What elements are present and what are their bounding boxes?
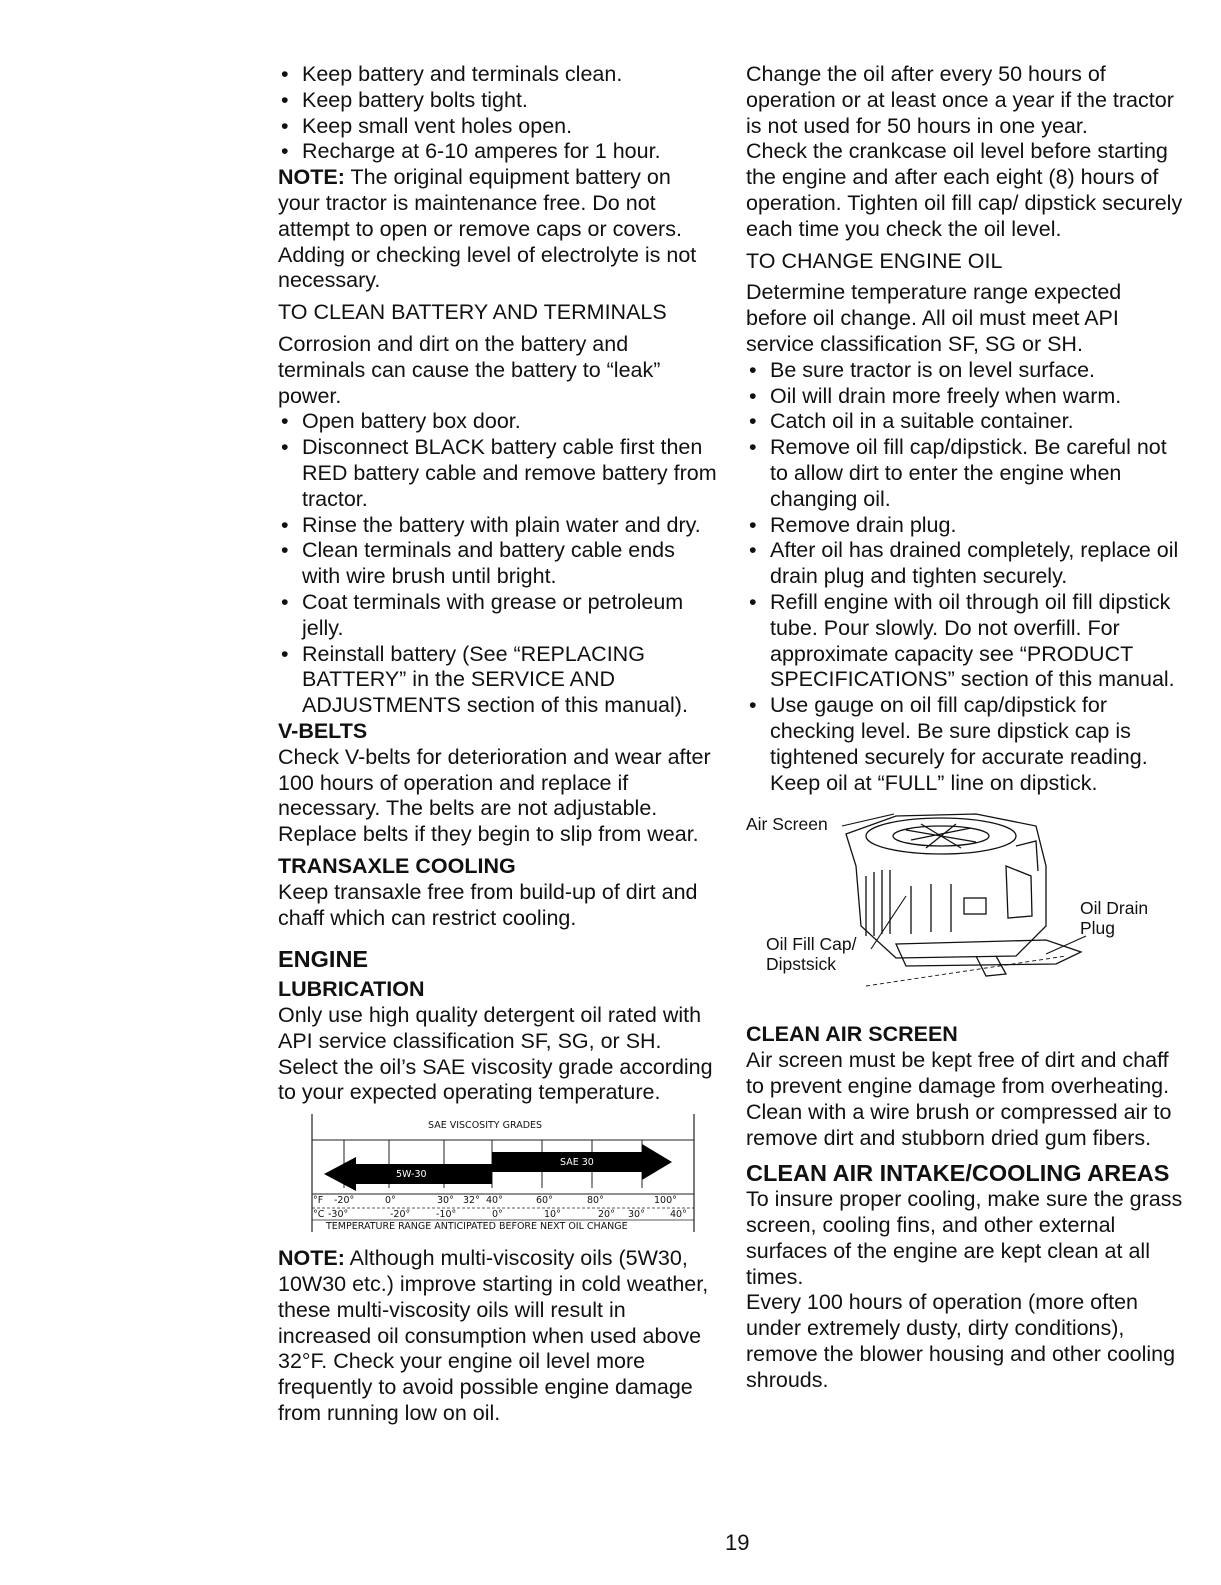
oil-change-interval: Change the oil after every 50 hours of operation or at least once a year if the tractor is not used for 50 hours in one year. — [746, 62, 1174, 138]
c-tick: 0° — [492, 1209, 503, 1221]
list-item: • Coat terminals with grease or petroleum jelly. — [278, 590, 718, 642]
change-oil-intro: Determine temperature range expected before oil change. All oil must meet API service classification SF, SG or SH. — [746, 280, 1122, 356]
c-tick: -20° — [390, 1209, 411, 1221]
clean-intake-text: To insure proper cooling, make sure the grass screen, cooling fins, and other external surfaces of the engine are kept clean at all times. — [746, 1187, 1183, 1289]
list-item: • Open battery box door. — [278, 409, 718, 435]
change-oil-heading: TO CHANGE ENGINE OIL — [746, 248, 1003, 273]
f-tick: 60° — [536, 1195, 553, 1207]
clean-intake-heading: CLEAN AIR INTAKE/COOLING AREAS — [746, 1160, 1170, 1187]
c-tick: 10° — [544, 1209, 561, 1221]
vbelts-text: Check V-belts for deterioration and wear after 100 hours of operation and replace if necessary. The belts are not adjustable. Replace belts if they begin to slip from wear. — [278, 744, 711, 847]
list-item: • Clean terminals and battery cable ends with wire brush until bright. — [278, 538, 718, 590]
list-item: • Disconnect BLACK battery cable first then RED battery cable and remove battery from tractor. — [278, 435, 718, 512]
multi-viscosity-note — [278, 1246, 718, 1427]
engine-heading: ENGINE — [278, 946, 369, 973]
air-screen-label: Air Screen — [746, 814, 828, 835]
list-item: • Keep battery and terminals clean. — [278, 62, 718, 88]
clean-intake-text-2: Every 100 hours of operation (more often under extremely dusty, dirty conditions), remove the blower housing and other cooling shrouds. — [746, 1290, 1176, 1392]
list-item: • Use gauge on oil fill cap/dipstick for checking level. Be sure dipstick cap is tightened securely for accurate reading. Keep oil at “FULL” line on dipstick. — [746, 693, 1186, 796]
page-number: 19 — [725, 1530, 750, 1555]
c-tick: 30° — [628, 1209, 645, 1221]
c-tick: -10° — [436, 1209, 457, 1221]
list-item: • Refill engine with oil through oil fill dipstick tube. Pour slowly. Do not overfill. For approximate capacity see “PRODUCT SPECIFICATIONS” section of this manual. — [746, 590, 1186, 693]
battery-care-list — [278, 62, 718, 165]
engine-figure — [746, 806, 1186, 1016]
chart-title: SAE VISCOSITY GRADES — [428, 1120, 543, 1132]
list-item: • Keep small vent holes open. — [278, 114, 718, 140]
left-column — [278, 62, 718, 1427]
f-unit: °F — [313, 1195, 324, 1207]
oil-fill-label-2: Dipstsick — [766, 954, 837, 975]
list-item: • Rinse the battery with plain water and dry. — [278, 513, 718, 539]
c-unit: °C — [313, 1209, 325, 1221]
f-tick: 80° — [587, 1195, 604, 1207]
lubrication-text: Only use high quality detergent oil rated with API service classification SF, SG, or SH. Select the oil’s SAE viscosity grade according to your expected operating temperature. — [278, 1003, 713, 1105]
battery-note — [278, 165, 718, 294]
f-tick: 32° — [463, 1195, 480, 1207]
label-5w30: 5W-30 — [396, 1169, 427, 1181]
list-item: • Remove drain plug. — [746, 513, 1186, 539]
right-column — [746, 62, 1186, 1394]
clean-battery-heading: TO CLEAN BATTERY AND TERMINALS — [278, 300, 667, 325]
clean-battery-steps — [278, 409, 718, 719]
list-item: • Catch oil in a suitable container. — [746, 409, 1186, 435]
list-item: • Oil will drain more freely when warm. — [746, 384, 1186, 410]
f-tick: -20° — [334, 1195, 355, 1207]
f-tick: 30° — [437, 1195, 454, 1207]
c-tick: 40° — [670, 1209, 687, 1221]
list-item: • After oil has drained completely, replace oil drain plug and tighten securely. — [746, 538, 1186, 590]
oil-check-text: Check the crankcase oil level before starting the engine and after each eight (8) hours of operation. Tighten oil fill cap/ dipstick securely each time you check the oil level. — [746, 139, 1183, 241]
list-item: • Keep battery bolts tight. — [278, 88, 718, 114]
transaxle-text: Keep transaxle free from build-up of dirt and chaff which can restrict cooling. — [278, 879, 698, 930]
c-tick: 20° — [598, 1209, 615, 1221]
clean-air-screen-heading: CLEAN AIR SCREEN — [746, 1022, 958, 1047]
vbelts-heading: V-BELTS — [278, 718, 368, 743]
note-label: NOTE: — [278, 1246, 345, 1271]
f-tick: 0° — [385, 1195, 396, 1207]
change-oil-steps — [746, 358, 1186, 797]
list-item: • Be sure tractor is on level surface. — [746, 358, 1186, 384]
list-item: • Recharge at 6-10 amperes for 1 hour. — [278, 139, 718, 165]
clean-battery-intro: Corrosion and dirt on the battery and terminals can cause the battery to “leak” power. — [278, 331, 661, 408]
list-item: • Remove oil fill cap/dipstick. Be careful not to allow dirt to enter the engine when changing oil. — [746, 435, 1186, 512]
label-sae30: SAE 30 — [560, 1157, 594, 1169]
note-text: The original equipment battery on your tractor is maintenance free. Do not attempt to open or remove caps or covers. Adding or checking level of electrolyte is not necessary. — [278, 165, 697, 293]
oil-drain-label: Oil Drain — [1080, 898, 1149, 919]
chart-footer: TEMPERATURE RANGE ANTICIPATED BEFORE NEXT OIL CHANGE — [326, 1221, 628, 1233]
note-label: NOTE: — [278, 165, 345, 190]
f-tick: 100° — [654, 1195, 677, 1207]
transaxle-heading: TRANSAXLE COOLING — [278, 853, 516, 878]
sae-viscosity-chart — [308, 1114, 698, 1232]
note-text: Although multi-viscosity oils (5W30, 10W30 etc.) improve starting in cold weather, these multi-viscosity oils will result in increased oil consumption when used above 32°F. Check your engine oil level more frequently to avoid possible engine damage from running low on oil. — [278, 1246, 709, 1426]
lubrication-heading: LUBRICATION — [278, 977, 425, 1002]
oil-drain-label-2: Plug — [1080, 918, 1116, 939]
list-item: • Reinstall battery (See “REPLACING BATTERY” in the SERVICE AND ADJUSTMENTS section of this manual). — [278, 642, 718, 719]
oil-fill-label: Oil Fill Cap/ — [766, 934, 857, 955]
c-tick: -30° — [328, 1209, 349, 1221]
f-tick: 40° — [486, 1195, 503, 1207]
clean-air-screen-text: Air screen must be kept free of dirt and chaff to prevent engine damage from overheating. Clean with a wire brush or compressed air to remove dirt and stubborn dried gum fibers. — [746, 1048, 1172, 1150]
